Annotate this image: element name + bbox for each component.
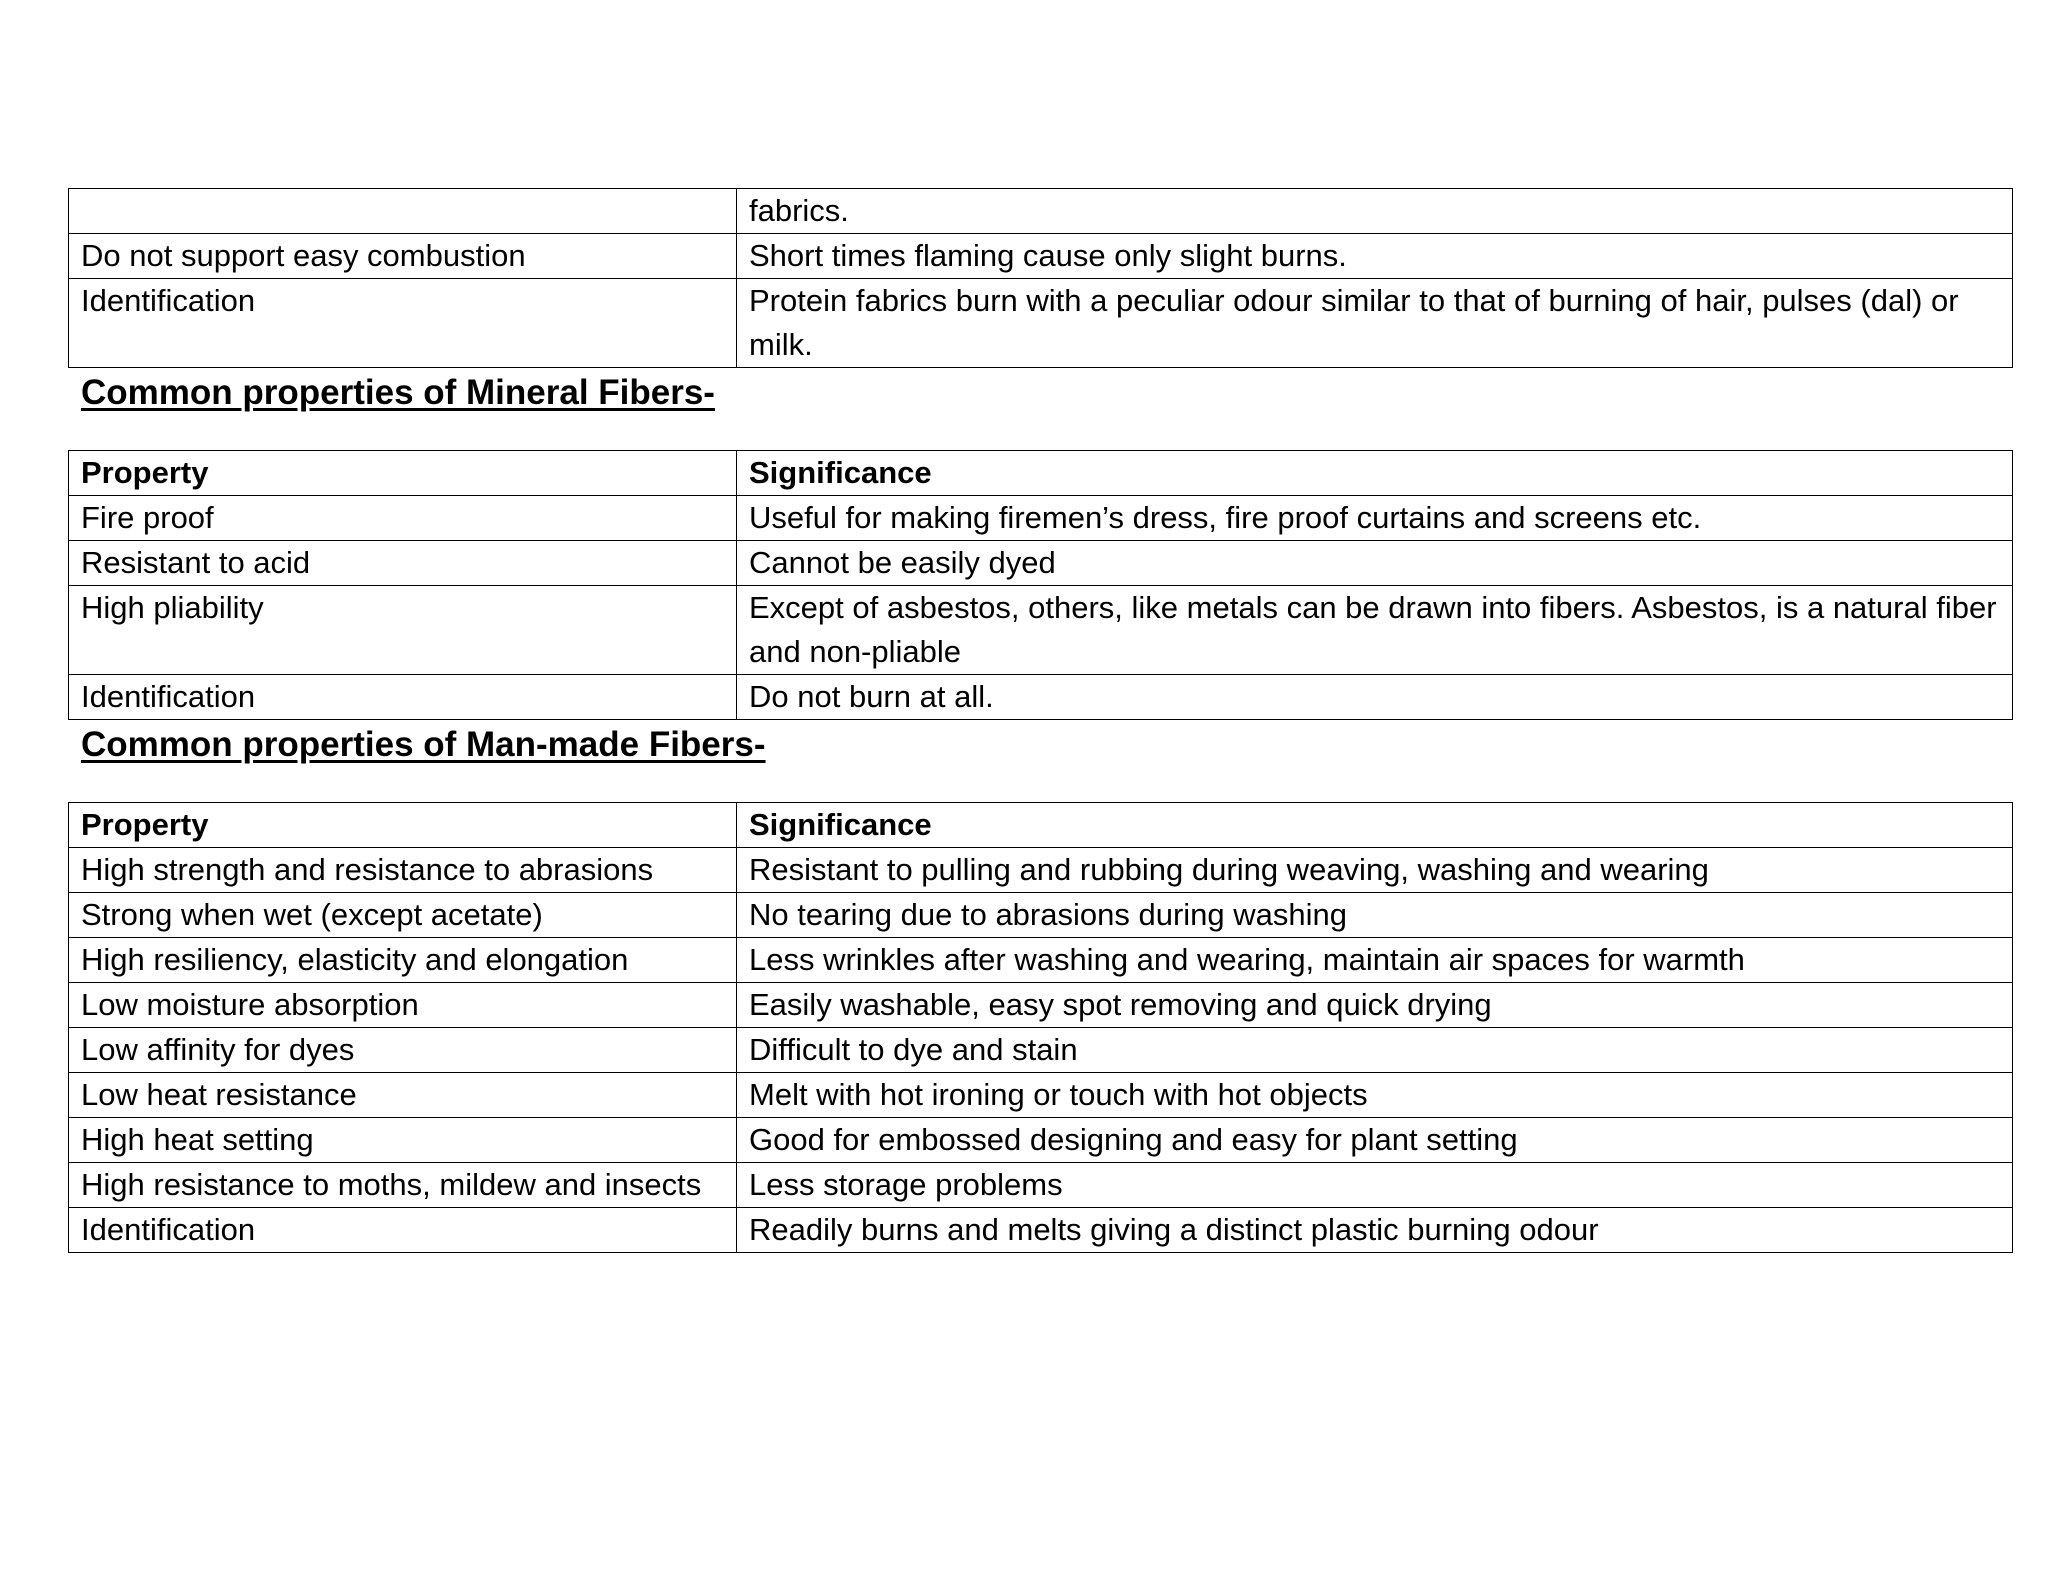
property-cell: Identification xyxy=(69,279,737,368)
significance-cell: Easily washable, easy spot removing and quick drying xyxy=(737,983,2013,1028)
significance-cell: Good for embossed designing and easy for plant setting xyxy=(737,1118,2013,1163)
property-cell: Fire proof xyxy=(69,496,737,541)
column-header-significance: Significance xyxy=(737,451,2013,496)
significance-cell: Short times flaming cause only slight burns. xyxy=(737,234,2013,279)
property-cell: Identification xyxy=(69,1208,737,1253)
mineral-fibers-heading: Common properties of Mineral Fibers- xyxy=(81,373,715,412)
property-cell: Identification xyxy=(69,675,737,720)
property-cell: Low heat resistance xyxy=(69,1073,737,1118)
significance-cell: Resistant to pulling and rubbing during weaving, washing and wearing xyxy=(737,848,2013,893)
significance-cell: Less storage problems xyxy=(737,1163,2013,1208)
column-header-significance: Significance xyxy=(737,803,2013,848)
table-row xyxy=(69,675,2013,720)
property-cell: Strong when wet (except acetate) xyxy=(69,893,737,938)
table-row xyxy=(69,983,2013,1028)
table-row xyxy=(69,1028,2013,1073)
table-row xyxy=(69,586,2013,675)
significance-cell: Difficult to dye and stain xyxy=(737,1028,2013,1073)
manmade-fibers-table xyxy=(68,802,2013,1253)
table-row xyxy=(69,541,2013,586)
property-cell: Low affinity for dyes xyxy=(69,1028,737,1073)
significance-cell: Readily burns and melts giving a distinct plastic burning odour xyxy=(737,1208,2013,1253)
property-cell: Low moisture absorption xyxy=(69,983,737,1028)
property-cell: Do not support easy combustion xyxy=(69,234,737,279)
property-cell: High strength and resistance to abrasions xyxy=(69,848,737,893)
significance-cell: Except of asbestos, others, like metals can be drawn into fibers. Asbestos, is a natural fiber and non-pliable xyxy=(737,586,2013,675)
table-row xyxy=(69,496,2013,541)
significance-cell: No tearing due to abrasions during washing xyxy=(737,893,2013,938)
table-row xyxy=(69,234,2013,279)
significance-cell: Do not burn at all. xyxy=(737,675,2013,720)
table-row xyxy=(69,279,2013,368)
significance-cell: Useful for making firemen’s dress, fire proof curtains and screens etc. xyxy=(737,496,2013,541)
table-row xyxy=(69,938,2013,983)
table-row xyxy=(69,1073,2013,1118)
significance-cell: Melt with hot ironing or touch with hot objects xyxy=(737,1073,2013,1118)
property-cell xyxy=(69,189,737,234)
protein-fibers-table-continued xyxy=(68,188,2013,368)
significance-cell: Protein fabrics burn with a peculiar odour similar to that of burning of hair, pulses (dal) or milk. xyxy=(737,279,2013,368)
table-row xyxy=(69,1208,2013,1253)
property-cell: High resistance to moths, mildew and insects xyxy=(69,1163,737,1208)
column-header-property: Property xyxy=(69,451,737,496)
table-row xyxy=(69,189,2013,234)
manmade-fibers-heading: Common properties of Man-made Fibers- xyxy=(81,725,766,764)
document-page xyxy=(68,188,2012,1253)
property-cell: High resiliency, elasticity and elongation xyxy=(69,938,737,983)
column-header-property: Property xyxy=(69,803,737,848)
table-row xyxy=(69,1163,2013,1208)
significance-cell: Cannot be easily dyed xyxy=(737,541,2013,586)
property-cell: Resistant to acid xyxy=(69,541,737,586)
table-header-row xyxy=(69,803,2013,848)
mineral-fibers-table xyxy=(68,450,2013,720)
table-row xyxy=(69,893,2013,938)
table-row xyxy=(69,848,2013,893)
property-cell: High heat setting xyxy=(69,1118,737,1163)
table-row xyxy=(69,1118,2013,1163)
significance-cell: Less wrinkles after washing and wearing, maintain air spaces for warmth xyxy=(737,938,2013,983)
property-cell: High pliability xyxy=(69,586,737,675)
significance-cell: fabrics. xyxy=(737,189,2013,234)
table-header-row xyxy=(69,451,2013,496)
